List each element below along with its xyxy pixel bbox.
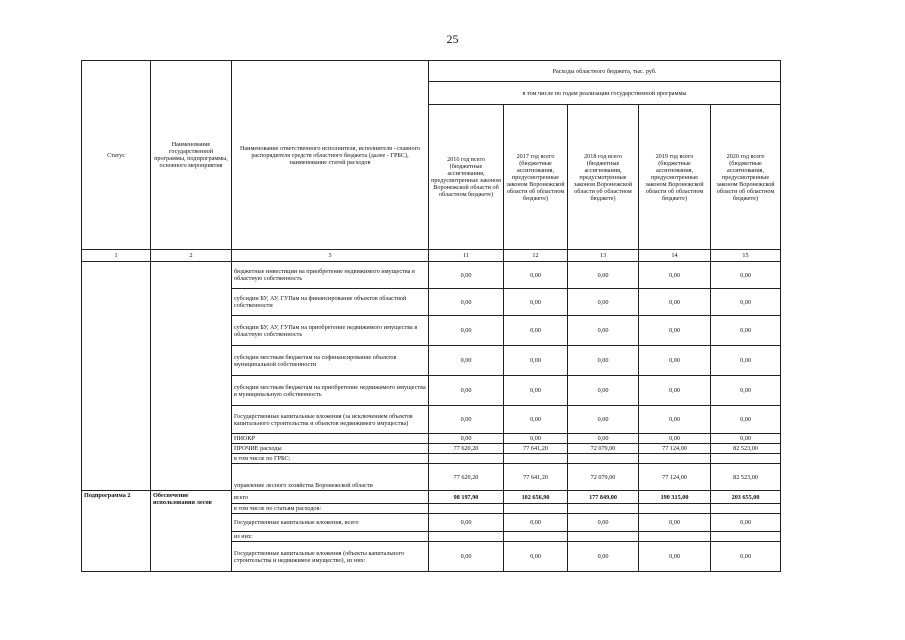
year-header-2018: 2018 год всего (бюджетные ассигнования, предусмотренные законом Воронежской области об областном бюджете): [568, 105, 639, 250]
value-2019: 0,00: [639, 376, 711, 406]
budget-table: [81, 60, 781, 572]
value-2016: 0,00: [429, 346, 504, 376]
column-number: 3: [232, 250, 429, 262]
executor-header: Наименование ответственного исполнителя, исполнителя - главного распорядителя средств областного бюджета (далее - ГРБС), наименование статей расходов: [232, 61, 429, 250]
value-2018: 0,00: [568, 316, 639, 346]
column-number: 1: [82, 250, 151, 262]
value-2018: 0,00: [568, 542, 639, 572]
value-2019: 0,00: [639, 406, 711, 434]
column-number: 2: [151, 250, 232, 262]
row-label: НИОКР: [232, 434, 429, 444]
expenses-title-header: Расходы областного бюджета, тыс. руб.: [429, 61, 781, 82]
value-2020: [711, 504, 781, 514]
value-2017: 0,00: [504, 376, 568, 406]
value-2020: 0,00: [711, 514, 781, 532]
value-2017: 77 641,20: [504, 444, 568, 454]
row-label: Государственные капитальные вложения, всего: [232, 514, 429, 532]
value-2019: [639, 454, 711, 464]
value-2020: [711, 454, 781, 464]
program-name-cell-empty: [151, 262, 232, 491]
value-2016: [429, 504, 504, 514]
column-number-row: [82, 250, 781, 262]
row-label: субсидии местным бюджетам на приобретение недвижимого имущества в муниципальную собственность: [232, 376, 429, 406]
value-2016: 0,00: [429, 514, 504, 532]
value-2019: 0,00: [639, 289, 711, 316]
value-2020: 82 523,00: [711, 464, 781, 491]
year-header-2016: 2016 год всего (бюджетные ассигнования, предусмотренные законом Воронежской области об областном бюджете): [429, 105, 504, 250]
value-2017: [504, 504, 568, 514]
value-2020: 0,00: [711, 346, 781, 376]
value-2020: 203 655,00: [711, 491, 781, 504]
value-2019: 0,00: [639, 346, 711, 376]
value-2016: 98 197,90: [429, 491, 504, 504]
value-2017: [504, 454, 568, 464]
value-2020: 0,00: [711, 316, 781, 346]
value-2019: 77 124,00: [639, 444, 711, 454]
subprogram-name: Обеспечение использования лесов: [151, 491, 232, 572]
value-2018: 72 079,00: [568, 444, 639, 454]
subprogram-status: Подпрограмма 2: [82, 491, 151, 572]
year-header-2017: 2017 год всего (бюджетные ассигнования, предусмотренные законом Воронежской области об областном бюджете): [504, 105, 568, 250]
row-label: в том числе по ГРБС:: [232, 454, 429, 464]
status-header: Статус: [82, 61, 151, 250]
value-2016: 77 620,20: [429, 444, 504, 454]
table-row: [82, 491, 781, 504]
row-label: субсидии БУ, АУ, ГУПам на приобретение недвижимого имущества в областную собственность: [232, 316, 429, 346]
value-2019: 0,00: [639, 434, 711, 444]
value-2020: [711, 532, 781, 542]
table-row: [82, 262, 781, 289]
page-number: 25: [446, 32, 459, 46]
value-2018: 0,00: [568, 346, 639, 376]
value-2018: [568, 532, 639, 542]
column-number: 15: [711, 250, 781, 262]
value-2017: 0,00: [504, 316, 568, 346]
value-2019: 0,00: [639, 542, 711, 572]
value-2016: [429, 454, 504, 464]
value-2020: 0,00: [711, 376, 781, 406]
value-2017: 102 656,90: [504, 491, 568, 504]
value-2018: 0,00: [568, 514, 639, 532]
value-2018: 177 849,00: [568, 491, 639, 504]
program-name-header: Наименование государственной программы, подпрограммы, основного мероприятия: [151, 61, 232, 250]
value-2018: 0,00: [568, 434, 639, 444]
year-header-2020: 2020 год всего (бюджетные ассигнования, предусмотренные законом Воронежской области об областном бюджете): [711, 105, 781, 250]
value-2018: 0,00: [568, 406, 639, 434]
value-2016: 0,00: [429, 289, 504, 316]
row-label: бюджетные инвестиции на приобретение недвижимого имущества в областную собственность: [232, 262, 429, 289]
value-2017: [504, 532, 568, 542]
row-label: всего: [232, 491, 429, 504]
value-2017: 0,00: [504, 262, 568, 289]
value-2019: 0,00: [639, 262, 711, 289]
column-number: 13: [568, 250, 639, 262]
row-label: из них:: [232, 532, 429, 542]
value-2018: 0,00: [568, 289, 639, 316]
value-2019: 77 124,00: [639, 464, 711, 491]
value-2019: 0,00: [639, 316, 711, 346]
value-2018: 72 079,00: [568, 464, 639, 491]
value-2020: 0,00: [711, 289, 781, 316]
value-2018: [568, 504, 639, 514]
column-number: 11: [429, 250, 504, 262]
row-label: субсидии БУ, АУ, ГУПам на финансирование объектов областной собственности: [232, 289, 429, 316]
status-cell-empty: [82, 262, 151, 491]
value-2017: 0,00: [504, 434, 568, 444]
row-label: в том числе по статьям расходов:: [232, 504, 429, 514]
value-2016: 0,00: [429, 316, 504, 346]
value-2020: 0,00: [711, 406, 781, 434]
value-2017: 0,00: [504, 346, 568, 376]
value-2020: 0,00: [711, 434, 781, 444]
value-2018: 0,00: [568, 262, 639, 289]
value-2016: 0,00: [429, 376, 504, 406]
value-2019: 190 315,00: [639, 491, 711, 504]
row-label: субсидии местным бюджетам на софинансирование объектов муниципальной собственности: [232, 346, 429, 376]
value-2016: 0,00: [429, 434, 504, 444]
value-2016: [429, 532, 504, 542]
value-2017: 0,00: [504, 542, 568, 572]
value-2018: [568, 454, 639, 464]
row-label: ПРОЧИЕ расходы: [232, 444, 429, 454]
value-2017: 77 641,20: [504, 464, 568, 491]
value-2017: 0,00: [504, 514, 568, 532]
value-2020: 82 523,00: [711, 444, 781, 454]
value-2016: 0,00: [429, 406, 504, 434]
by-years-header: в том числе по годам реализации государственной программы: [429, 82, 781, 105]
value-2017: 0,00: [504, 406, 568, 434]
row-label: управление лесного хозяйства Воронежской области: [232, 464, 429, 491]
value-2019: 0,00: [639, 514, 711, 532]
column-number: 12: [504, 250, 568, 262]
value-2016: 0,00: [429, 542, 504, 572]
value-2016: 77 620,20: [429, 464, 504, 491]
row-label: Государственные капитальные вложения (объекты капитального строительства и недвижимое имущество), из них:: [232, 542, 429, 572]
value-2016: 0,00: [429, 262, 504, 289]
value-2020: 0,00: [711, 262, 781, 289]
value-2018: 0,00: [568, 376, 639, 406]
value-2017: 0,00: [504, 289, 568, 316]
value-2019: [639, 504, 711, 514]
column-number: 14: [639, 250, 711, 262]
row-label: Государственные капитальные вложения (за исключением объектов капитального строительства и объектов недвижимого имущества): [232, 406, 429, 434]
value-2020: 0,00: [711, 542, 781, 572]
year-header-2019: 2019 год всего (бюджетные ассигнования, предусмотренные законом Воронежской области об областном бюджете): [639, 105, 711, 250]
value-2019: [639, 532, 711, 542]
